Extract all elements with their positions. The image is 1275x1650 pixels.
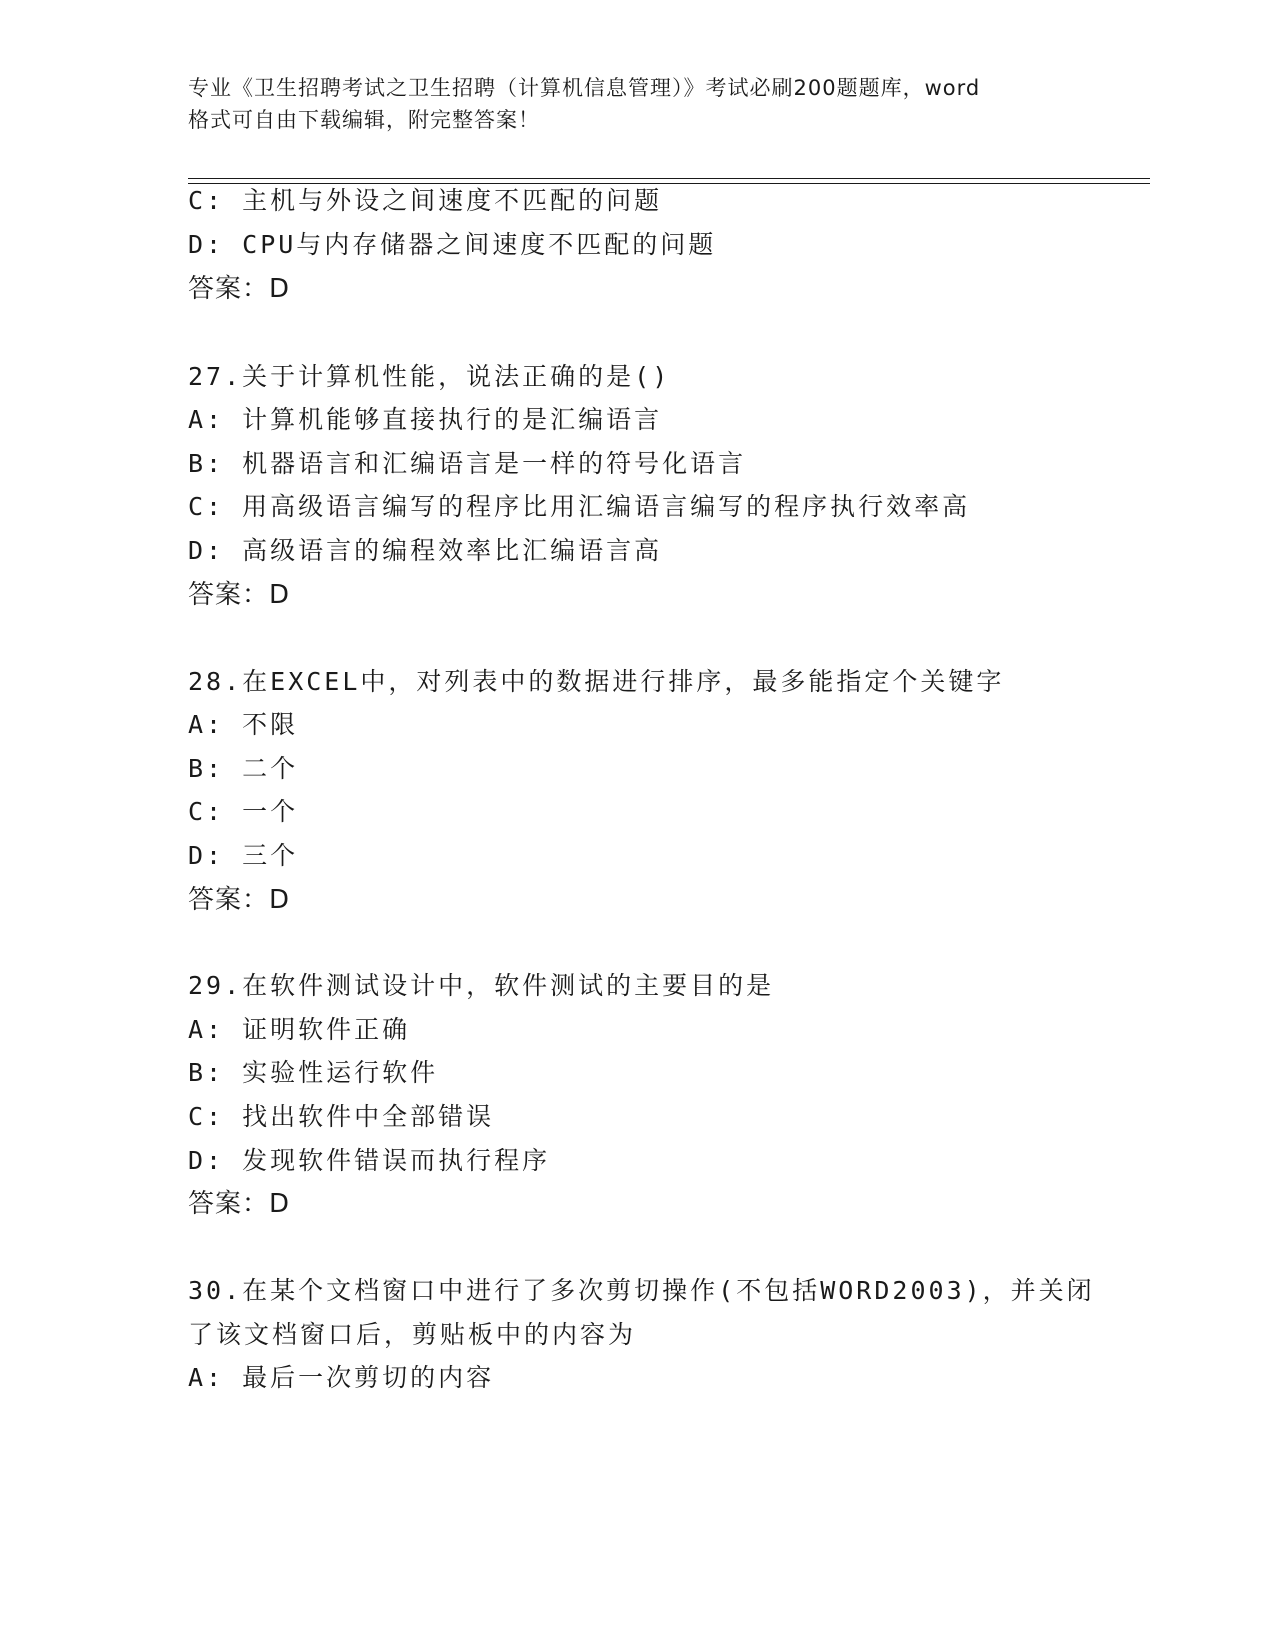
question-28-option-a: A: 不限: [188, 710, 299, 739]
question-30-stem-line-1: 30.在某个文档窗口中进行了多次剪切操作(不包括WORD2003)，并关闭: [188, 1276, 1095, 1305]
header-divider-top: [188, 178, 1150, 179]
question-30-option-a: A: 最后一次剪切的内容: [188, 1363, 495, 1392]
question-28-option-b: B: 二个: [188, 754, 299, 783]
prev-answer: 答案：D: [188, 274, 291, 304]
question-29-option-d: D: 发现软件错误而执行程序: [188, 1146, 551, 1175]
question-29-option-a: A: 证明软件正确: [188, 1015, 411, 1044]
question-27-option-b: B: 机器语言和汇编语言是一样的符号化语言: [188, 449, 747, 478]
question-27-answer: 答案：D: [188, 580, 291, 610]
question-27-stem: 27.关于计算机性能，说法正确的是(): [188, 362, 671, 391]
document-header: [188, 72, 1088, 136]
question-30-stem-line-2: 了该文档窗口后，剪贴板中的内容为: [188, 1320, 637, 1349]
header-title-line-2: 格式可自由下载编辑，附完整答案！: [188, 108, 540, 132]
header-title-line-1: 专业《卫生招聘考试之卫生招聘（计算机信息管理）》考试必刷200题题库，word: [188, 76, 981, 100]
question-27-option-a: A: 计算机能够直接执行的是汇编语言: [188, 405, 663, 434]
question-27-option-c: C: 用高级语言编写的程序比用汇编语言编写的程序执行效率高: [188, 492, 971, 521]
question-28-option-c: C: 一个: [188, 797, 299, 826]
question-29-stem: 29.在软件测试设计中，软件测试的主要目的是: [188, 971, 775, 1000]
question-28-option-d: D: 三个: [188, 841, 299, 870]
question-28-answer: 答案：D: [188, 885, 291, 915]
question-29-option-c: C: 找出软件中全部错误: [188, 1102, 495, 1131]
prev-option-c: C: 主机与外设之间速度不匹配的问题: [188, 186, 663, 215]
question-29-option-b: B: 实验性运行软件: [188, 1058, 439, 1087]
question-28-stem: 28.在EXCEL中，对列表中的数据进行排序，最多能指定个关键字: [188, 667, 1005, 696]
question-29-answer: 答案：D: [188, 1189, 291, 1219]
question-27-option-d: D: 高级语言的编程效率比汇编语言高: [188, 536, 663, 565]
prev-option-d: D: CPU与内存储器之间速度不匹配的问题: [188, 230, 717, 259]
